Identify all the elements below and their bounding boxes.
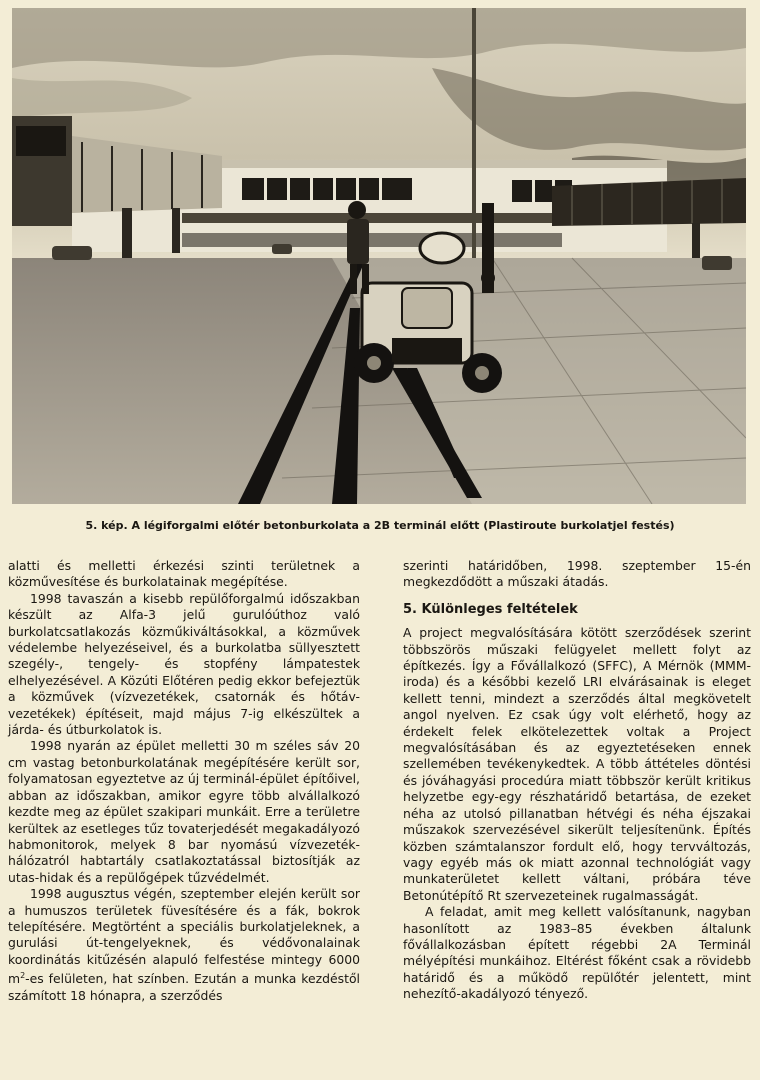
paragraph: 1998 nyarán az épület melletti 30 m széles sáv 20 cm vastag betonburkolatának megépítésére került sor, folyamatosan egyeztetve az új terminál-épület építőivel, abban az időszakban, amikor egyre több alvállalkozó kezdte meg az épület szakipari munkáit. Erre a területre kerültek az esetleges tűz tovaterjedését megakadályozó habmonitorok, melyek 8 bar nyomású vízvezeték-hálózatról habtartály csatlakoztatással biztosítják az utas-hidak és a repülőgépek tűzvédelmét. bbox=[8, 738, 360, 885]
apron-photo bbox=[12, 8, 746, 504]
superscript: 2 bbox=[20, 971, 26, 981]
figure-caption: 5. kép. A légiforgalmi előtér betonburkolata a 2B terminál előtt (Plastiroute burkolatjel festés) bbox=[85, 519, 675, 532]
left-text-column bbox=[8, 558, 360, 1004]
paragraph: 1998 tavaszán a kisebb repülőforgalmú időszakban készült az Alfa-3 jelű gurulóúthoz való burkolatcsatlakozás közműkiváltásokkal, a közművek védelembe helyezéseivel, és a burkolatba süllyesztett szegély-, tengely- és stopfény lámpatestek elhelyezésével. A Közúti Előtéren pedig ekkor befejeztük a közművek (vízvezetékek, csatornák és hőtáv-vezetékek) építéseit, majd május 7-ig elkészültek a járda- és útburkolatok is. bbox=[8, 590, 360, 738]
section-heading: 5. Különleges feltételek bbox=[403, 601, 578, 617]
paragraph: alatti és melletti érkezési szinti területnek a közművesítése és burkolatainak megépítése. bbox=[8, 558, 360, 590]
paragraph: A feladat, amit meg kellett valósítanunk, nagyban hasonlított az 1983–85 években általunk fővállalkozásban épített régebbi 2A Terminál mélyépítési munkáihoz. Eltérést főként csak a rövidebb határidő és a működő repülőtér jelentett, mint nehezítő-akadályozó tényező. bbox=[403, 904, 751, 1002]
paragraph: szerinti határidőben, 1998. szeptember 15-én megkezdődött a műszaki átadás. bbox=[403, 558, 751, 590]
paragraph: A project megvalósítására kötött szerződések szerint többszörös műszaki felügyelet mellett folyt az építkezés. Így a Fővállalkozó (SFFC), A Mérnök (MMM-iroda) és a későbbi kezelő LRI elvárásainak is eleget kellett tenni, mindezt a szerződés által megkövetelt angol nyelven. Ez csak úgy volt elérhető, hogy az érdekelt felek elkötelezettek voltak a Project megvalósításában és az egyeztetéseken ennek szellemében tevékenykedtek. A több áttételes döntési és jóváhagyási procedúra miatt többször került kritikus helyzetbe egy-egy részhatáridő betartása, de ezeket néha az utolsó pillanatban hétvégi és néha éjszakai műszakok szervezésével sikerült teljesítenünk. Építés közben számtalanszor fordult elő, hogy tervváltozás, vagy egyéb más ok miatt azonnal technológiát vagy munkaterületet kellett váltani, próbára téve Betonútépítő Rt szervezeteinek rugalmasságát. bbox=[403, 625, 751, 903]
paragraph-text: 1998 augusztus végén, szeptember elején került sor a humuszos területek füvesítésére és a fák, bokrok telepítésére. Megtörtént a speciális burkolatjeleknek, a gurulási út-tengelyeknek, és védővonalainak koordinátás kitűzésén alapuló felfestése mintegy 6000 m bbox=[8, 886, 360, 987]
right-text-column bbox=[403, 558, 751, 1003]
paragraph bbox=[8, 886, 360, 1004]
apron-photo-illustration bbox=[12, 8, 746, 504]
paragraph-text: -es felületen, hat színben. Ezután a munka kezdéstől számított 18 hónapra, a szerződés bbox=[8, 971, 360, 1003]
